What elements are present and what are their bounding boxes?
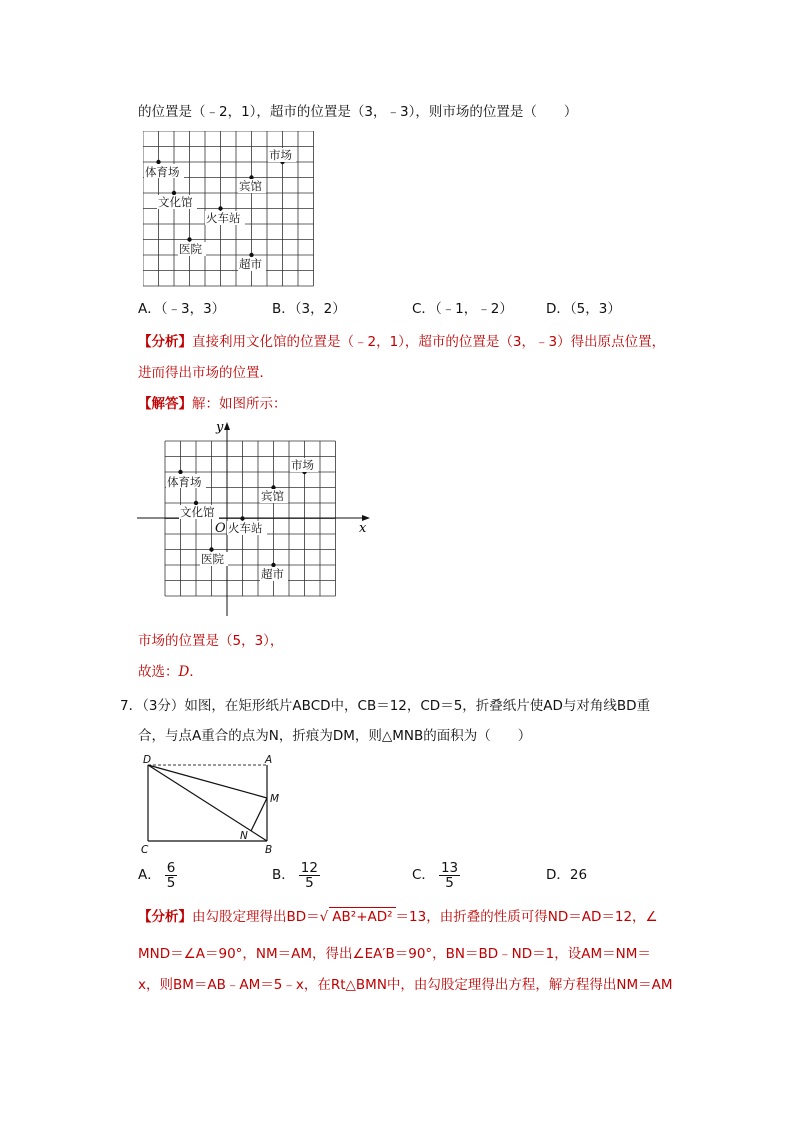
label-wenhuaguan: 文化馆 [158, 195, 193, 209]
point-d-label: D [143, 754, 152, 766]
q6-analysis-line1: 【分析】直接利用文化馆的位置是（﹣2，1），超市的位置是（3，﹣3）得出原点位置， [138, 334, 666, 350]
y-axis-label: y [216, 420, 224, 435]
q7-option-c: C． $\frac{13}{5}$ [412, 859, 459, 891]
point-tiyuchang [156, 160, 160, 164]
label2-huochezhan: 火车站 [228, 521, 263, 535]
q6-option-c: C．（﹣1，﹣2） [412, 301, 513, 317]
label2-wenhuaguan: 文化馆 [180, 505, 215, 519]
q7-analysis-line3: x，则BM＝AB﹣AM＝5﹣x，在Rt△BMN中，由勾股定理得出方程，解方程得出NM＝AM [138, 977, 673, 993]
crease-dm [148, 765, 267, 798]
q7-option-b: B． $\frac{12}{5}$ [272, 859, 318, 891]
label-binguan: 宾馆 [239, 179, 262, 193]
label2-tiyuchang: 体育场 [167, 475, 202, 489]
q6-option-b: B．（3，2） [272, 301, 346, 317]
label-huochezhan: 火车站 [206, 211, 241, 225]
label2-yiyuan: 医院 [201, 552, 224, 566]
q7-option-d: D．26 [546, 867, 588, 883]
label-yiyuan: 医院 [179, 242, 202, 256]
q7-stem-line2: 合，与点A重合的点为N，折痕为DM，则△MNB的面积为（ ） [138, 728, 532, 744]
point-c-label: C [141, 844, 149, 856]
q7-analysis-line1: 【分析】由勾股定理得出BD＝√ AB²+AD² ＝13，由折叠的性质可得ND＝AD＝12，∠ [138, 909, 658, 925]
q7-rectangle-figure [138, 752, 288, 857]
diagonal-db [148, 765, 267, 841]
q6-result: 市场的位置是（5，3）， [138, 633, 284, 649]
y-axis-arrow [224, 422, 230, 430]
q6-map-grid [143, 131, 318, 291]
q6-option-d: D．（5，3） [546, 301, 621, 317]
label-shichang: 市场 [269, 148, 292, 162]
label-chaoshi: 超市 [239, 257, 262, 271]
label2-chaoshi: 超市 [261, 567, 284, 581]
q7-analysis-line2: MND＝∠A＝90°，NM＝AM，得出∠EA′B＝90°，BN＝BD﹣ND＝1，设AM＝NM＝ [138, 946, 651, 962]
q6-analysis-line2: 进而得出市场的位置． [138, 365, 273, 381]
point-n-label: N [240, 830, 248, 842]
q6-option-a: A．（﹣3，3） [138, 301, 226, 317]
label2-shichang: 市场 [291, 458, 314, 472]
q6-answer-intro: 【解答】解：如图所示： [138, 396, 287, 412]
point-b-label: B [265, 844, 273, 856]
point2-tiyuchang [178, 470, 182, 474]
q6-answer-grid [134, 420, 374, 620]
q7-option-a: A． $\frac{6}{5}$ [138, 859, 176, 891]
q6-stem: 的位置是（﹣2，1），超市的位置是（3，﹣3），则市场的位置是（ ） [138, 104, 578, 120]
x-axis-label: x [359, 521, 367, 536]
q7-stem-line1: 7．（3分）如图，在矩形纸片ABCD中，CB＝12，CD＝5，折叠纸片使AD与对角线BD重 [120, 698, 651, 714]
point-a-label: A [265, 754, 273, 766]
origin-label: O [215, 521, 226, 536]
segment-mn [251, 798, 267, 831]
label-tiyuchang: 体育场 [145, 165, 180, 179]
q6-choice: 故选：D． [138, 664, 203, 680]
label2-binguan: 宾馆 [261, 489, 284, 503]
point-m-label: M [270, 793, 280, 805]
